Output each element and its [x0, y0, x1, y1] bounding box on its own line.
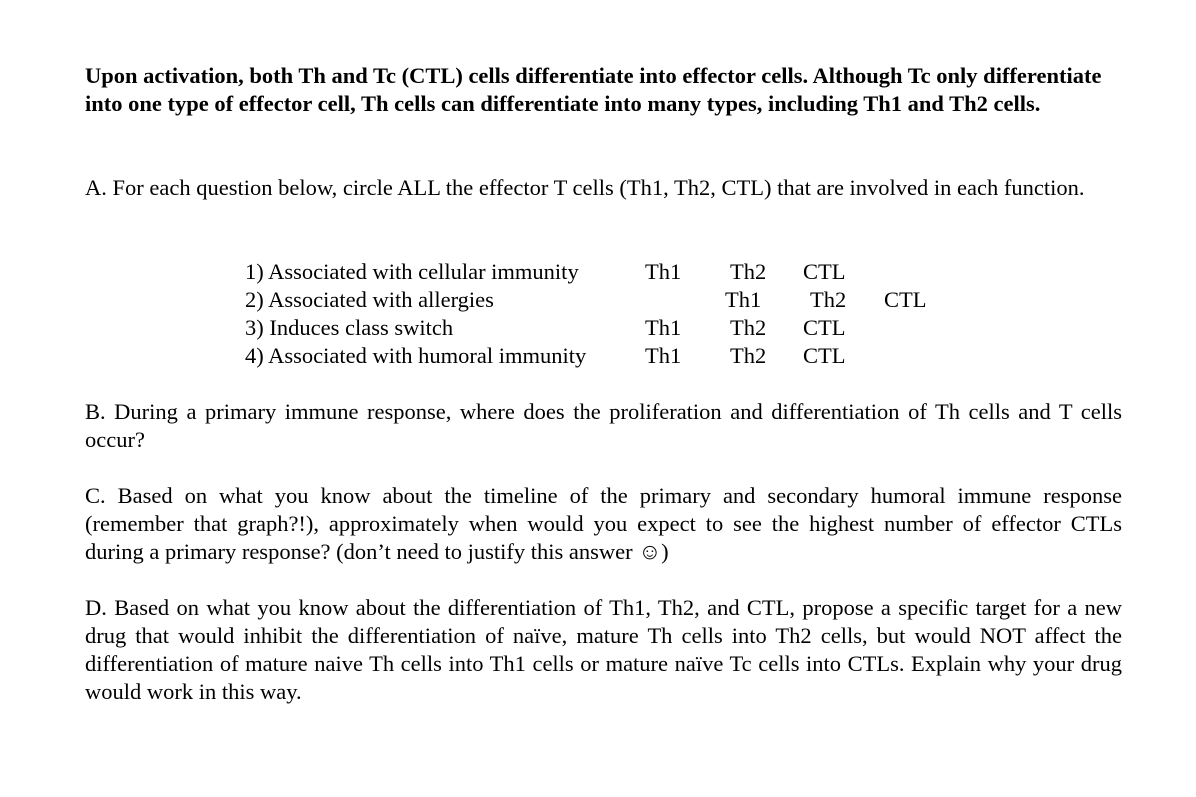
question-a: A. For each question below, circle ALL the effector T cells (Th1, Th2, CTL) that are involved in each function.	[85, 175, 1085, 200]
item-3-label: 3) Induces class switch	[245, 315, 454, 340]
intro-paragraph: Upon activation, both Th and Tc (CTL) cells differentiate into effector cells. Although Tc only differentiate into one type of effector cell, Th cells can differentiate into many types, including Th1 and Th2 cells.	[85, 63, 1102, 116]
item-3-option-ctl[interactable]: CTL	[803, 315, 846, 340]
item-2-option-th2[interactable]: Th2	[810, 287, 847, 312]
item-4-option-ctl[interactable]: CTL	[803, 343, 846, 368]
item-3-option-th1[interactable]: Th1	[645, 315, 682, 340]
item-4-option-th1[interactable]: Th1	[645, 343, 682, 368]
question-b: B. During a primary immune response, where does the proliferation and differentiation of Th cells and T cells occur?	[85, 399, 1122, 452]
item-2-label: 2) Associated with allergies	[245, 287, 494, 312]
item-2-option-ctl[interactable]: CTL	[884, 287, 927, 312]
item-2-option-th1[interactable]: Th1	[725, 287, 762, 312]
item-3-option-th2[interactable]: Th2	[730, 315, 767, 340]
question-c: C. Based on what you know about the timeline of the primary and secondary humoral immune response (remember that graph?!), approximately when would you expect to see the highest number of effector CTLs during a primary response? (don’t need to justify this answer ☺)	[85, 483, 1122, 564]
item-1-label: 1) Associated with cellular immunity	[245, 259, 579, 284]
item-1-option-th2[interactable]: Th2	[730, 259, 767, 284]
item-1-option-th1[interactable]: Th1	[645, 259, 682, 284]
question-d: D. Based on what you know about the differentiation of Th1, Th2, and CTL, propose a specific target for a new drug that would inhibit the differentiation of naïve, mature Th cells into Th2 cells, but would NOT affect the differentiation of mature naive Th cells into Th1 cells or mature naïve Tc cells into CTLs. Explain why your drug would work in this way.	[85, 595, 1122, 704]
item-4-option-th2[interactable]: Th2	[730, 343, 767, 368]
item-1-option-ctl[interactable]: CTL	[803, 259, 846, 284]
item-4-label: 4) Associated with humoral immunity	[245, 343, 587, 368]
